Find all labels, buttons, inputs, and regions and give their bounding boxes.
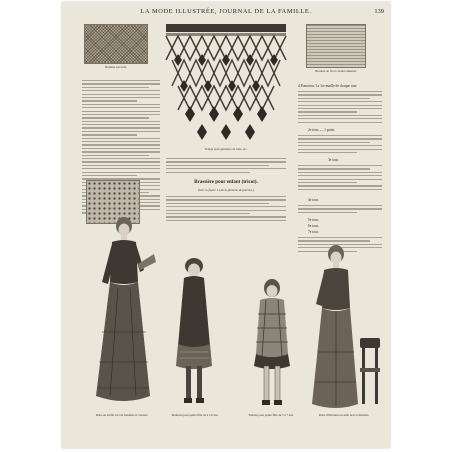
caption-figure-3: Toilette pour petite fille de 5 à 7 ans. <box>248 413 294 417</box>
text-column-right-c <box>298 165 382 192</box>
article-subtitle: (Voir la figure 14 de la planche de patrons.) <box>198 188 254 192</box>
right-column-step-5: 5e tour. <box>308 218 319 222</box>
right-column-step-2: 2e tour. — 1 point. <box>308 128 336 132</box>
text-column-center-top <box>166 158 286 175</box>
right-column-step-6: 6e tour. <box>308 224 319 228</box>
right-column-step-4: 4e tour. <box>308 198 319 202</box>
text-column-right-b <box>298 135 382 155</box>
border-swatch-left <box>84 24 148 64</box>
text-column-right-a <box>298 91 382 125</box>
caption-figure-4: Robe d'intérieur en satin noir et dentelle. <box>318 413 370 417</box>
fashion-figure-girl-plaid <box>242 274 300 414</box>
caption-right-swatch: Bordure au fil et crochet tunisien. <box>315 69 357 73</box>
fashion-figure-woman-left <box>88 212 158 412</box>
caption-fringe: Frange pour garniture de robe, etc. <box>204 147 248 151</box>
border-swatch-right <box>306 24 366 68</box>
text-column-center-body <box>166 196 286 223</box>
caption-left-swatch: Bordure sur toile. <box>105 65 127 69</box>
caption-figure-1: Robe en étoffe vert de fantaisie et velours. <box>95 413 149 417</box>
caption-figure-2: Manteau pour petite fille de 4 à 6 ans. <box>171 413 219 417</box>
fashion-figure-girl-coat <box>166 254 222 412</box>
right-column-first-line: 4 Fourreau. La 1re maille de chaque tour <box>298 84 357 88</box>
journal-title: LA MODE ILLUSTRÉE, JOURNAL DE LA FAMILLE. <box>140 8 312 15</box>
text-column-right-d <box>298 205 382 215</box>
page-header <box>62 8 390 18</box>
right-column-step-3: 3e tour. <box>328 158 339 162</box>
article-title: Brassière pour enfant (tricot). <box>194 180 258 185</box>
fashion-figure-woman-right <box>298 242 384 414</box>
right-column-step-7: 7e tour. <box>308 230 319 234</box>
page-number: 139 <box>374 8 384 15</box>
magazine-page <box>62 2 390 448</box>
fringe-illustration <box>166 24 286 144</box>
